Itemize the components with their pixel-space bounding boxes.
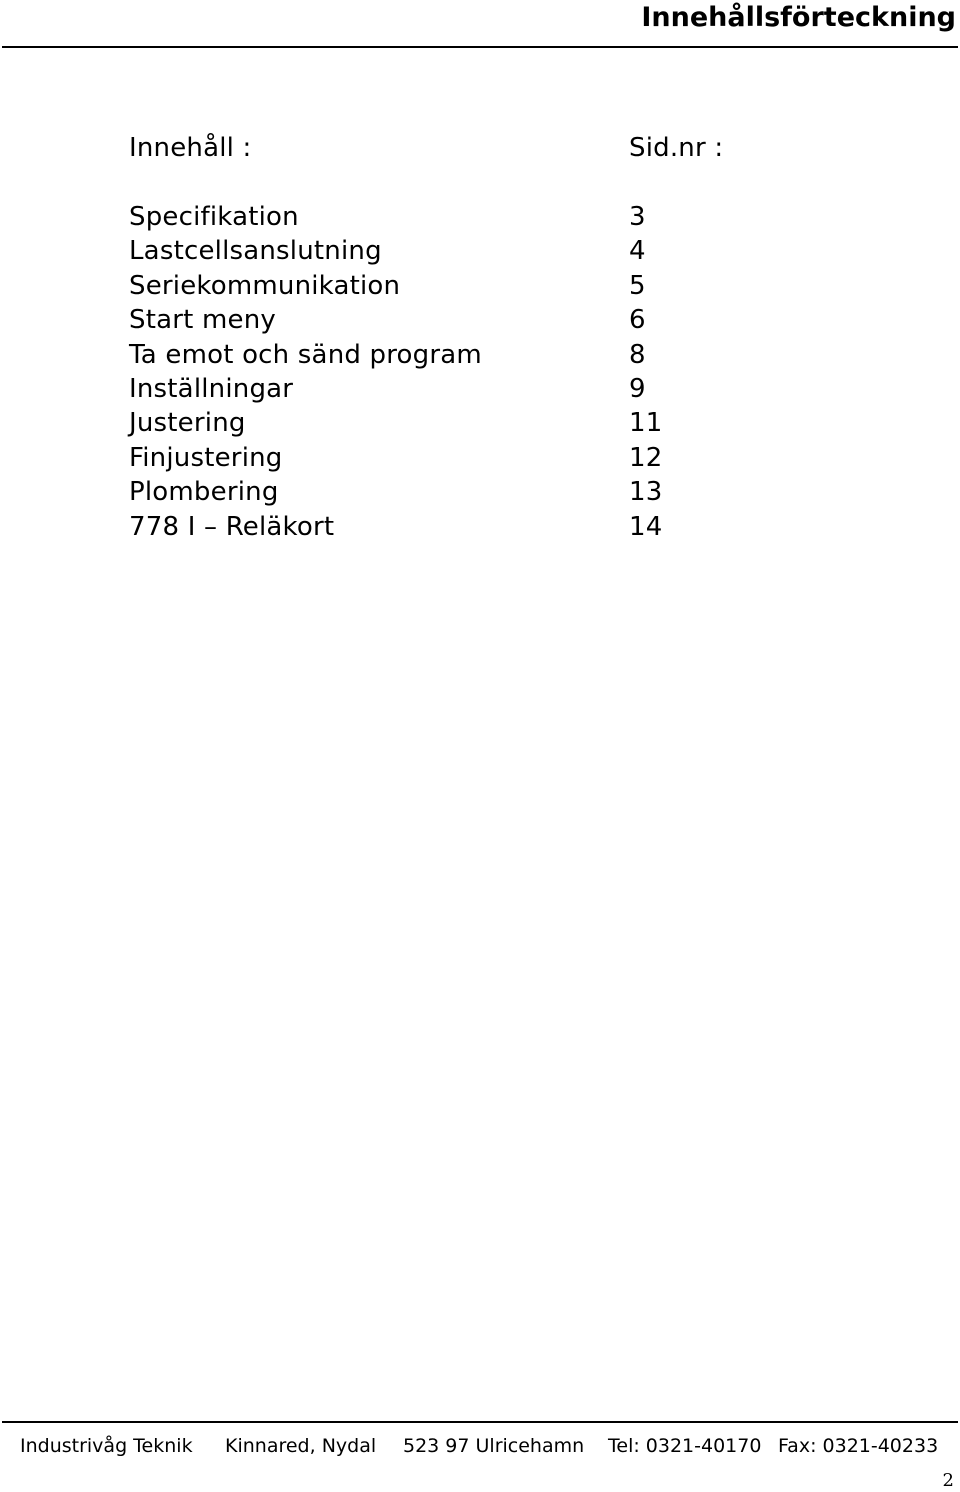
toc-entry-page: 9 — [629, 373, 646, 404]
toc-entry-title: Start meny — [129, 305, 276, 336]
toc-entry-page: 3 — [629, 202, 646, 232]
toc-entry-title: Specifikation — [129, 202, 299, 232]
page-header — [0, 0, 960, 48]
toc-entry — [129, 510, 769, 544]
footer-address: Kinnared, Nydal — [225, 1435, 377, 1457]
footer-divider — [2, 1421, 958, 1423]
toc-entry-page: 8 — [629, 339, 646, 370]
toc-entry-page: 6 — [629, 305, 646, 336]
footer-fax: Fax: 0321-40233 — [778, 1435, 939, 1457]
toc-entry-page: 11 — [629, 408, 663, 439]
toc-entry — [129, 372, 769, 406]
document-section-title: Innehållsförteckning — [641, 2, 956, 33]
toc-entry-title: Ta emot och sänd program — [129, 339, 482, 370]
toc-entry-page: 13 — [629, 477, 663, 508]
toc-entry — [129, 234, 769, 268]
toc-entry — [129, 338, 769, 372]
toc-entry-title: Seriekommunikation — [129, 270, 401, 301]
header-divider — [2, 46, 958, 48]
toc-entry — [129, 441, 769, 475]
footer-postal-city: 523 97 Ulricehamn — [403, 1435, 585, 1457]
toc-entry-title: 778 I – Reläkort — [129, 511, 335, 542]
page-number: 2 — [942, 1470, 954, 1491]
toc-page-heading: Sid.nr : — [629, 133, 724, 163]
toc-entry-page: 5 — [629, 270, 646, 301]
toc-entry-title: Plombering — [129, 477, 279, 508]
toc-entry — [129, 406, 769, 440]
toc-entry-title: Lastcellsanslutning — [129, 236, 382, 267]
toc-entry-list — [129, 200, 769, 544]
toc-entry — [129, 200, 769, 234]
toc-entry-title: Finjustering — [129, 442, 283, 473]
toc-entry — [129, 475, 769, 509]
toc-entry-title: Justering — [129, 408, 246, 439]
toc-entry — [129, 269, 769, 303]
toc-column-headings — [129, 128, 769, 168]
footer-phone: Tel: 0321-40170 — [608, 1435, 762, 1457]
toc-entry-title: Inställningar — [129, 373, 294, 404]
page-footer — [0, 1432, 960, 1460]
toc-entry — [129, 303, 769, 337]
toc-entry-page: 12 — [629, 442, 663, 473]
table-of-contents — [129, 128, 769, 542]
toc-entry-page: 4 — [629, 236, 646, 267]
toc-entry-page: 14 — [629, 511, 663, 542]
footer-company: Industrivåg Teknik — [20, 1435, 193, 1457]
toc-content-heading: Innehåll : — [129, 133, 252, 163]
